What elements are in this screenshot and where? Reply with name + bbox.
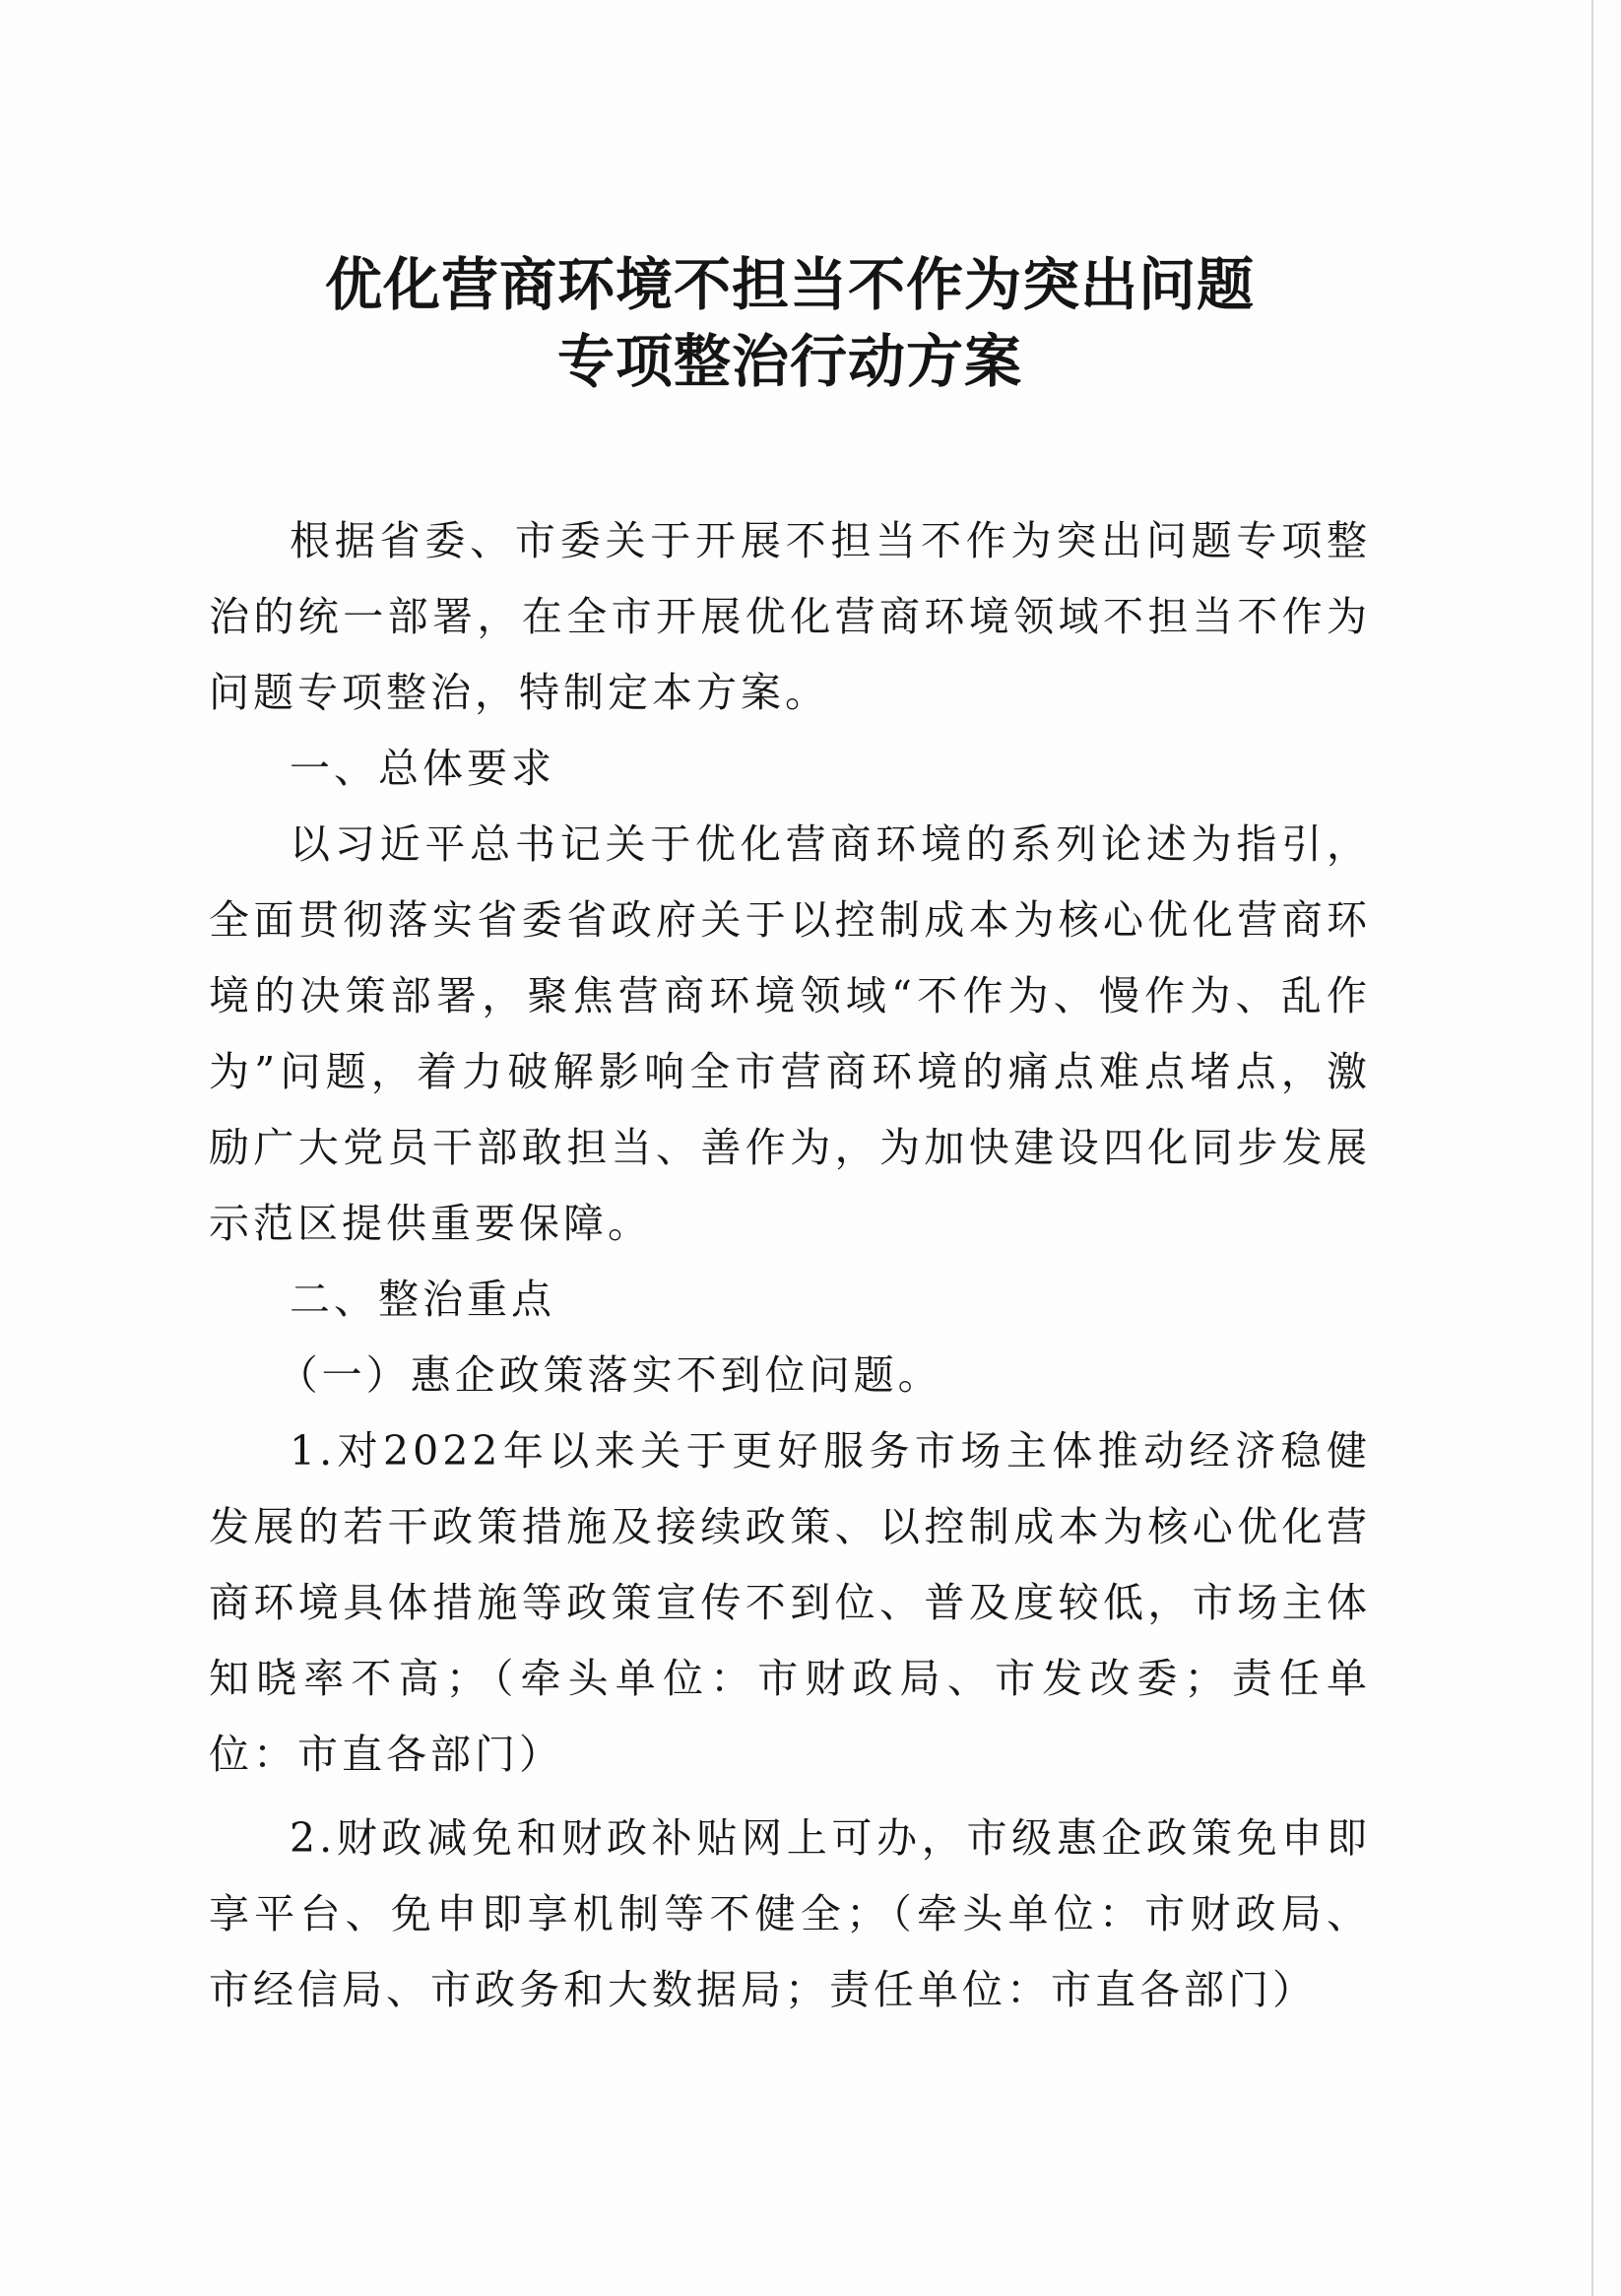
title-line-1: 优化营商环境不担当不作为突出问题 bbox=[324, 251, 1255, 318]
scan-edge-line bbox=[1591, 0, 1593, 2296]
intro-paragraph: 根据省委、市委关于开展不担当不作为突出问题专项整治的统一部署，在全市开展优化营商环境领域不担当不作为问题专项整治，特制定本方案。 bbox=[209, 517, 1371, 716]
document-body bbox=[209, 246, 1371, 2028]
section-heading-general-requirements: 一、总体要求 bbox=[290, 745, 555, 792]
general-requirements-paragraph: 以习近平总书记关于优化营商环境的系列论述为指引，全面贯彻落实省委省政府关于以控制成本为核心优化营商环境的决策部署，聚焦营商环境领域“不作为、慢作为、乱作为”问题，着力破解影响全市营商环境的痛点难点堵点，激励广大党员干部敢担当、善作为，为加快建设四化同步发展示范区提供重要保障。 bbox=[209, 820, 1371, 1247]
list-item-1: 1.对2022年以来关于更好服务市场主体推动经济稳健发展的若干政策措施及接续政策、以控制成本为核心优化营商环境具体措施等政策宣传不到位、普及度较低，市场主体知晓率不高；（牵头单位：市财政局、市发改委；责任单位：市直各部门） bbox=[209, 1427, 1371, 1778]
spacer bbox=[209, 1793, 1371, 1801]
section-heading-rectification-focus: 二、整治重点 bbox=[290, 1276, 555, 1323]
title-line-2: 专项整治行动方案 bbox=[556, 328, 1022, 395]
subsection-heading-policy-implementation: （一）惠企政策落实不到位问题。 bbox=[277, 1351, 942, 1399]
list-item-2: 2.财政减免和财政补贴网上可办，市级惠企政策免申即享平台、免申即享机制等不健全；（牵头单位：市财政局、市经信局、市政务和大数据局；责任单位：市直各部门） bbox=[209, 1814, 1371, 2013]
document-title bbox=[209, 246, 1371, 400]
